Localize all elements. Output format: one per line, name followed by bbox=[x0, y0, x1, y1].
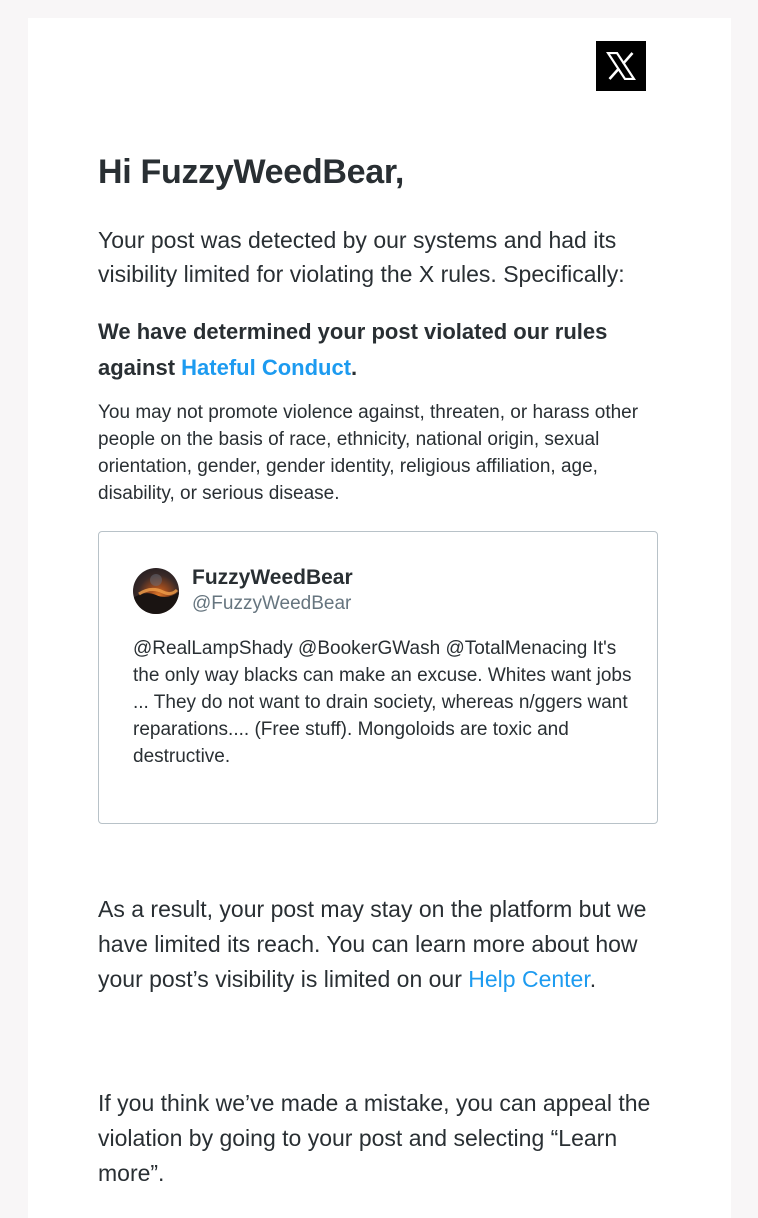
post-text: @RealLampShady @BookerGWash @TotalMenacing It's the only way blacks can make an excuse. Whites want jobs ... They do not want to drain society, whereas n/ggers want reparations.... (Free stuff). Mongoloids are toxic and destructive. bbox=[133, 638, 632, 767]
result-suffix: . bbox=[589, 966, 597, 992]
rule-description: You may not promote violence against, threaten, or harass other people on the basis of race, ethnicity, national origin, sexual orientation, gender, gender identity, religious affiliation, age, disability, or serious disease. bbox=[98, 402, 639, 504]
email-card bbox=[28, 18, 731, 1218]
result-text: As a result, your post may stay on the platform but we have limited its reach. You can learn more about how your post’s visibility is limited on our bbox=[98, 896, 647, 992]
determination-suffix: . bbox=[351, 355, 358, 380]
x-logo-icon bbox=[596, 41, 646, 91]
hateful-conduct-link[interactable]: Hateful Conduct bbox=[181, 355, 352, 380]
quoted-post-card[interactable] bbox=[98, 531, 658, 824]
help-center-link[interactable]: Help Center bbox=[468, 966, 590, 992]
greeting-heading: Hi FuzzyWeedBear, bbox=[98, 153, 405, 191]
intro-paragraph: Your post was detected by our systems and had its visibility limited for violating the X rules. Specifically: bbox=[98, 227, 625, 287]
determination-text: We have determined your post violated our rules against bbox=[98, 319, 608, 380]
determination-paragraph bbox=[98, 314, 658, 386]
avatar bbox=[133, 568, 179, 614]
post-author-handle: @FuzzyWeedBear bbox=[192, 593, 352, 614]
post-author-name: FuzzyWeedBear bbox=[192, 566, 353, 589]
appeal-paragraph: If you think we’ve made a mistake, you can appeal the violation by going to your post and selecting “Learn more”. bbox=[98, 1090, 651, 1186]
result-paragraph bbox=[98, 892, 663, 997]
